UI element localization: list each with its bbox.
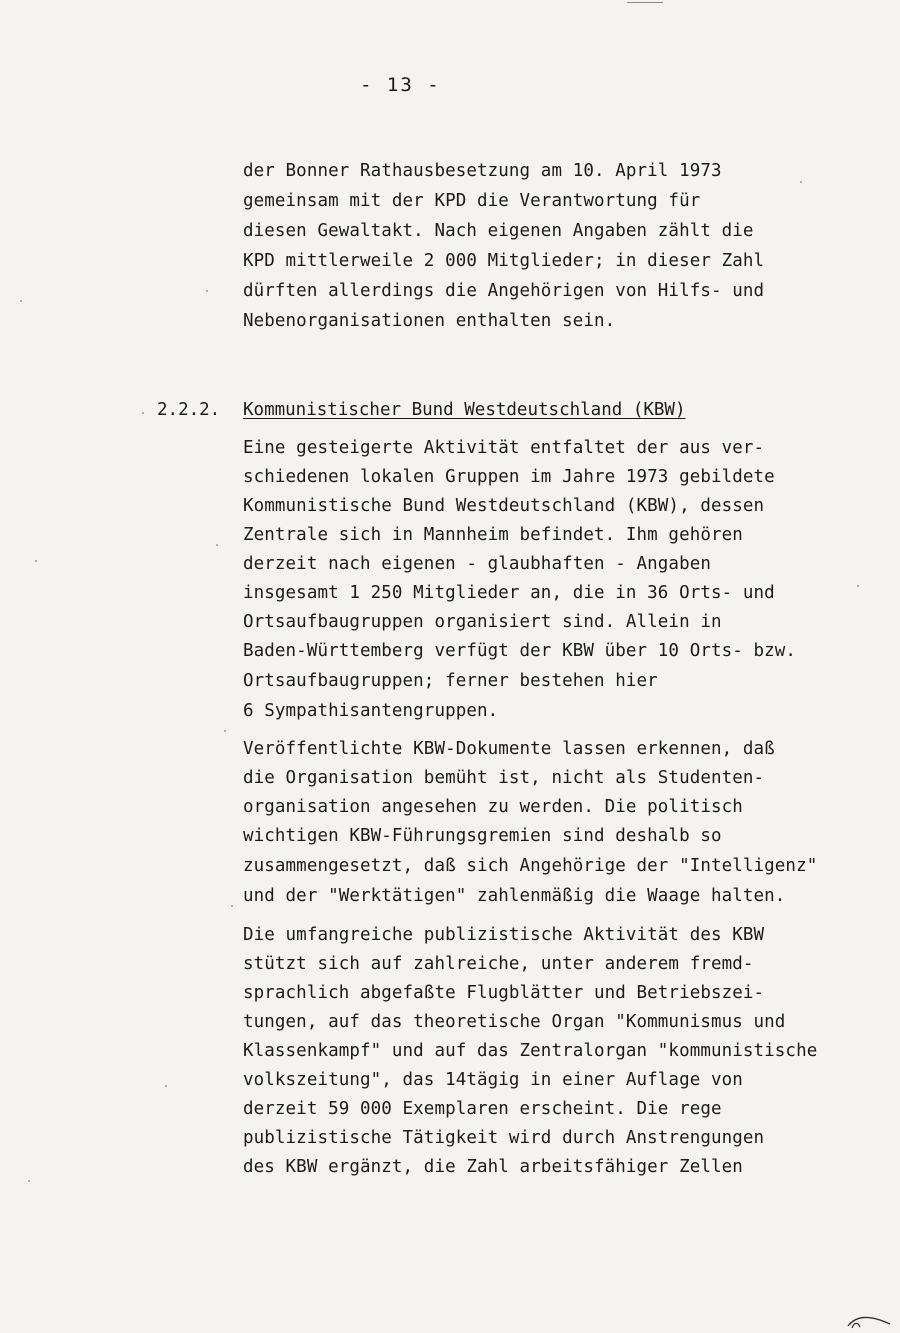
text-line: Nebenorganisationen enthalten sein. [243,311,616,331]
text-line: des KBW ergänzt, die Zahl arbeitsfähiger Zellen [243,1157,743,1177]
scan-speck [28,1180,30,1182]
text-line: derzeit nach eigenen - glaubhaften - Angaben [243,554,711,574]
text-line: Eine gesteigerte Aktivität entfaltet der aus ver- [243,438,765,458]
scan-speck [206,290,208,292]
text-line: tungen, auf das theoretische Organ "Kommunismus und [243,1012,786,1032]
text-line: Zentrale sich in Mannheim befindet. Ihm gehören [243,525,743,545]
scan-speck [35,560,37,562]
section-title: Kommunistischer Bund Westdeutschland (KBW) [243,400,686,420]
text-line: gemeinsam mit der KPD die Verantwortung für [243,191,701,211]
text-line: stützt sich auf zahlreiche, unter anderem fremd- [243,954,754,974]
text-line: organisation angesehen zu werden. Die politisch [243,797,743,817]
text-line: 6 Sympathisantengruppen. [243,701,499,721]
text-line: KPD mittlerweile 2 000 Mitglieder; in dieser Zahl [243,251,765,271]
text-line: dürften allerdings die Angehörigen von Hilfs- und [243,281,765,301]
scan-speck [216,544,218,546]
text-line: derzeit 59 000 Exemplaren erscheint. Die rege [243,1099,722,1119]
text-line: volkszeitung", das 14tägig in einer Auflage von [243,1070,743,1090]
text-line: zusammengesetzt, daß sich Angehörige der "Intelligenz" [243,856,818,876]
scan-speck [20,300,22,302]
text-line: und der "Werktätigen" zahlenmäßig die Waage halten. [243,886,786,906]
section-number: 2.2.2. [157,400,221,420]
scan-speck [857,585,859,587]
scan-speck [800,181,802,183]
scan-speck [165,1085,167,1087]
text-line: Klassenkampf" und auf das Zentralorgan "kommunistische [243,1041,818,1061]
text-line: der Bonner Rathausbesetzung am 10. April 1973 [243,161,722,181]
scan-speck [142,412,144,414]
text-line: Ortsaufbaugruppen organisiert sind. Allein in [243,612,722,632]
text-line: Baden-Württemberg verfügt der KBW über 10 Orts- bzw. [243,641,797,661]
text-line: Kommunistische Bund Westdeutschland (KBW), dessen [243,496,765,516]
text-line: Veröffentlichte KBW-Dokumente lassen erkennen, daß [243,739,775,759]
scan-speck [224,730,226,732]
text-line: publizistische Tätigkeit wird durch Anstrengungen [243,1128,765,1148]
page-number: - 13 - [360,74,441,96]
text-line: schiedenen lokalen Gruppen im Jahre 1973 gebildete [243,467,775,487]
text-line: diesen Gewaltakt. Nach eigenen Angaben zählt die [243,221,754,241]
text-line: wichtigen KBW-Führungsgremien sind deshalb so [243,826,722,846]
text-line: Die umfangreiche publizistische Aktivität des KBW [243,925,765,945]
scan-speck [231,905,233,907]
text-line: insgesamt 1 250 Mitglieder an, die in 36 Orts- und [243,583,775,603]
text-line: Ortsaufbaugruppen; ferner bestehen hier [243,671,658,691]
handwritten-corner-mark [846,1310,894,1330]
top-edge-mark [627,2,663,3]
text-line: die Organisation bemüht ist, nicht als Studenten- [243,768,765,788]
text-line: sprachlich abgefaßte Flugblätter und Betriebszei- [243,983,765,1003]
